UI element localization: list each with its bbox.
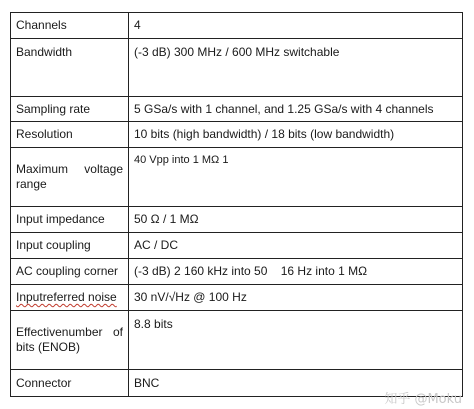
- table-row: [11, 122, 463, 148]
- row-value: (-3 dB) 300 MHz / 600 MHz switchable: [129, 39, 463, 97]
- row-label: Input coupling: [11, 233, 129, 259]
- row-label: Input impedance: [11, 207, 129, 233]
- table-row: [11, 39, 463, 97]
- row-value: 50 Ω / 1 MΩ: [129, 207, 463, 233]
- row-value: BNC: [129, 370, 463, 397]
- table-row: [11, 259, 463, 285]
- spec-table: [10, 12, 463, 397]
- watermark: 知乎 @Moku: [384, 392, 462, 407]
- row-label: Resolution: [11, 122, 129, 148]
- row-value: 4: [129, 13, 463, 39]
- row-value: 5 GSa/s with 1 channel, and 1.25 GSa/s with 4 channels: [129, 97, 463, 122]
- table-row: [11, 148, 463, 207]
- row-value: (-3 dB) 2 160 kHz into 50 16 Hz into 1 MΩ: [129, 259, 463, 285]
- row-label: Inputreferred noise: [11, 285, 129, 311]
- table-row: [11, 97, 463, 122]
- row-label: Maximum voltage range: [11, 148, 129, 207]
- table-row: [11, 13, 463, 39]
- row-value: 40 Vpp into 1 MΩ 1: [129, 148, 463, 207]
- table-row: [11, 207, 463, 233]
- table-row: [11, 285, 463, 311]
- row-value: 8.8 bits: [129, 311, 463, 370]
- row-label: Bandwidth: [11, 39, 129, 97]
- row-label: Connector: [11, 370, 129, 397]
- table-row: [11, 311, 463, 370]
- row-value: AC / DC: [129, 233, 463, 259]
- row-label: Effectivenumber of bits (ENOB): [11, 311, 129, 370]
- row-label: Sampling rate: [11, 97, 129, 122]
- row-value: 10 bits (high bandwidth) / 18 bits (low bandwidth): [129, 122, 463, 148]
- row-value: 30 nV/√Hz @ 100 Hz: [129, 285, 463, 311]
- table-row: [11, 233, 463, 259]
- row-label: Channels: [11, 13, 129, 39]
- row-label: AC coupling corner: [11, 259, 129, 285]
